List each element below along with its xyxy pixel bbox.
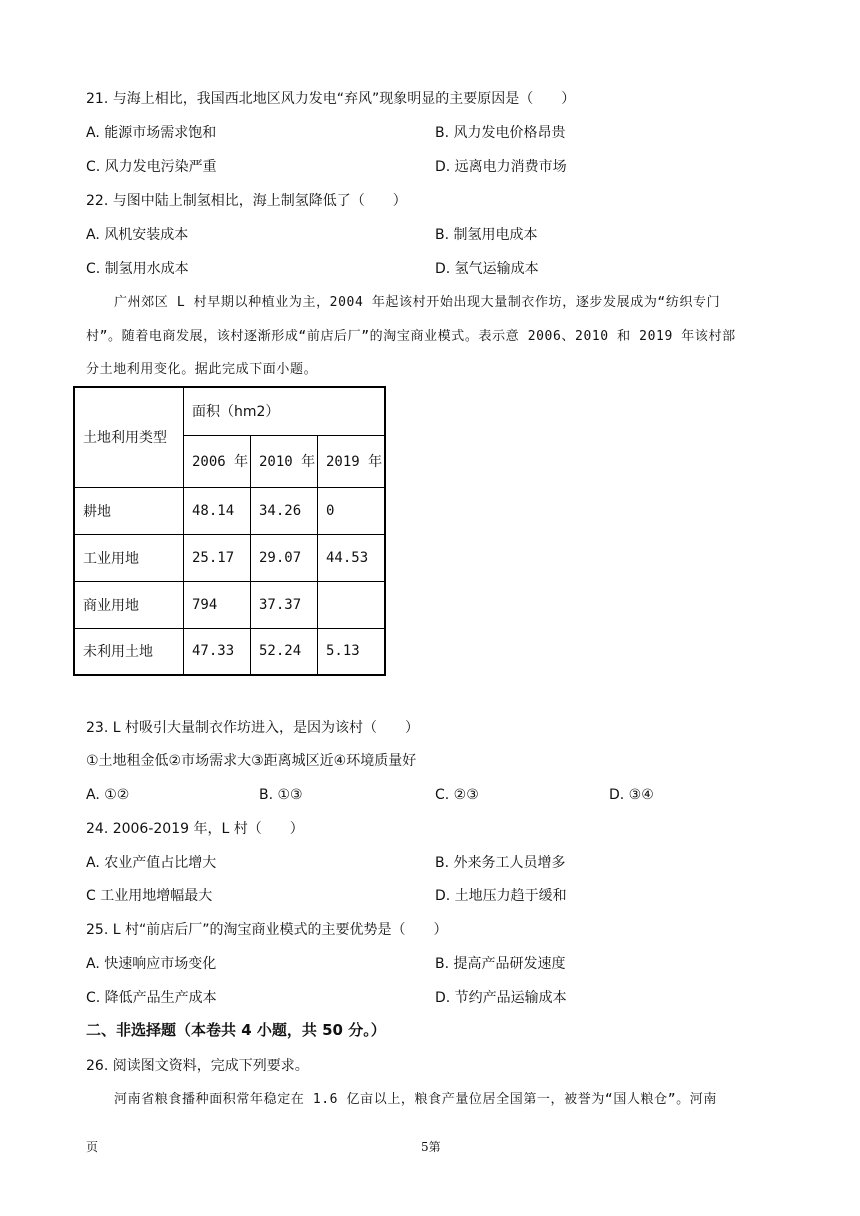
material-line-1: 广州郊区 L 村早期以种植业为主，2004 年起该村开始出现大量制衣作坊，逐步发展成为“纺织专门 bbox=[114, 295, 721, 310]
q25-stem: 25. L 村“前店后厂”的淘宝商业模式的主要优势是（ ） bbox=[86, 922, 448, 938]
q25-option-a: A. 快速响应市场变化 bbox=[86, 956, 217, 972]
row-label: 耕地 bbox=[74, 487, 184, 534]
q21-option-b: B. 风力发电价格昂贵 bbox=[435, 125, 566, 141]
q24-option-c: C 工业用地增幅最大 bbox=[86, 888, 213, 904]
q23-option-b: B. ①③ bbox=[259, 787, 303, 803]
q21-option-a: A. 能源市场需求饱和 bbox=[86, 125, 217, 141]
q26-material-line: 河南省粮食播种面积常年稳定在 1.6 亿亩以上，粮食产量位居全国第一，被誉为“国人粮仓”。河南 bbox=[114, 1092, 717, 1107]
q21-option-d: D. 远离电力消费市场 bbox=[435, 159, 567, 175]
q24-stem: 24. 2006-2019 年，L 村（ ） bbox=[86, 821, 304, 837]
q23-option-d: D. ③④ bbox=[609, 787, 654, 803]
q26-stem: 26. 阅读图文资料，完成下列要求。 bbox=[86, 1058, 309, 1074]
q21-stem: 21. 与海上相比，我国西北地区风力发电“弃风”现象明显的主要原因是（ ） bbox=[86, 91, 576, 107]
footer-left: 页 bbox=[86, 1140, 99, 1154]
q25-option-d: D. 节约产品运输成本 bbox=[435, 990, 567, 1006]
table-cell: 25.17 bbox=[184, 534, 251, 581]
q21-option-c: C. 风力发电污染严重 bbox=[86, 159, 217, 175]
row-label: 未利用土地 bbox=[74, 628, 184, 675]
q24-option-d: D. 土地压力趋于缓和 bbox=[435, 888, 567, 904]
land-type-header: 土地利用类型 bbox=[74, 387, 184, 487]
q25-option-b: B. 提高产品研发速度 bbox=[435, 956, 566, 972]
table-cell: 44.53 bbox=[318, 534, 386, 581]
section-title: 二、非选择题（本卷共 4 小题，共 50 分。） bbox=[86, 1021, 386, 1039]
row-label: 工业用地 bbox=[74, 534, 184, 581]
q22-stem: 22. 与图中陆上制氢相比，海上制氢降低了（ ） bbox=[86, 193, 407, 209]
year-header: 2006 年 bbox=[184, 435, 251, 487]
year-header: 2019 年 bbox=[318, 435, 386, 487]
table-row bbox=[74, 487, 385, 534]
material-line-2: 村”。随着电商发展，该村逐渐形成“前店后厂”的淘宝商业模式。表示意 2006、2010 和 2019 年该村部 bbox=[86, 329, 736, 344]
q24-option-a: A. 农业产值占比增大 bbox=[86, 855, 217, 871]
q22-option-b: B. 制氢用电成本 bbox=[435, 227, 538, 243]
table-header-row bbox=[74, 387, 385, 435]
table-row bbox=[74, 628, 385, 675]
q23-option-c: C. ②③ bbox=[435, 787, 479, 803]
land-use-table bbox=[73, 386, 386, 676]
area-header: 面积（hm2） bbox=[184, 387, 386, 435]
table-cell: 29.07 bbox=[251, 534, 318, 581]
table-cell: 794 bbox=[184, 581, 251, 628]
table-cell: 47.33 bbox=[184, 628, 251, 675]
q22-option-a: A. 风机安装成本 bbox=[86, 227, 189, 243]
q24-option-b: B. 外来务工人员增多 bbox=[435, 855, 566, 871]
row-label: 商业用地 bbox=[74, 581, 184, 628]
material-line-3: 分土地利用变化。据此完成下面小题。 bbox=[86, 362, 318, 377]
q23-items: ①土地租金低②市场需求大③距离城区近④环境质量好 bbox=[86, 753, 417, 769]
page-number: 5第 bbox=[421, 1140, 441, 1154]
table-cell: 0 bbox=[318, 487, 386, 534]
q22-option-c: C. 制氢用水成本 bbox=[86, 261, 189, 277]
table-cell bbox=[318, 581, 386, 628]
q25-option-c: C. 降低产品生产成本 bbox=[86, 990, 217, 1006]
table-row bbox=[74, 534, 385, 581]
q22-option-d: D. 氢气运输成本 bbox=[435, 261, 539, 277]
table-cell: 37.37 bbox=[251, 581, 318, 628]
q23-option-a: A. ①② bbox=[86, 787, 130, 803]
table-cell: 34.26 bbox=[251, 487, 318, 534]
table-cell: 48.14 bbox=[184, 487, 251, 534]
q23-stem: 23. L 村吸引大量制衣作坊进入，是因为该村（ ） bbox=[86, 720, 419, 736]
table-row bbox=[74, 581, 385, 628]
year-header: 2010 年 bbox=[251, 435, 318, 487]
table-cell: 5.13 bbox=[318, 628, 386, 675]
table-cell: 52.24 bbox=[251, 628, 318, 675]
